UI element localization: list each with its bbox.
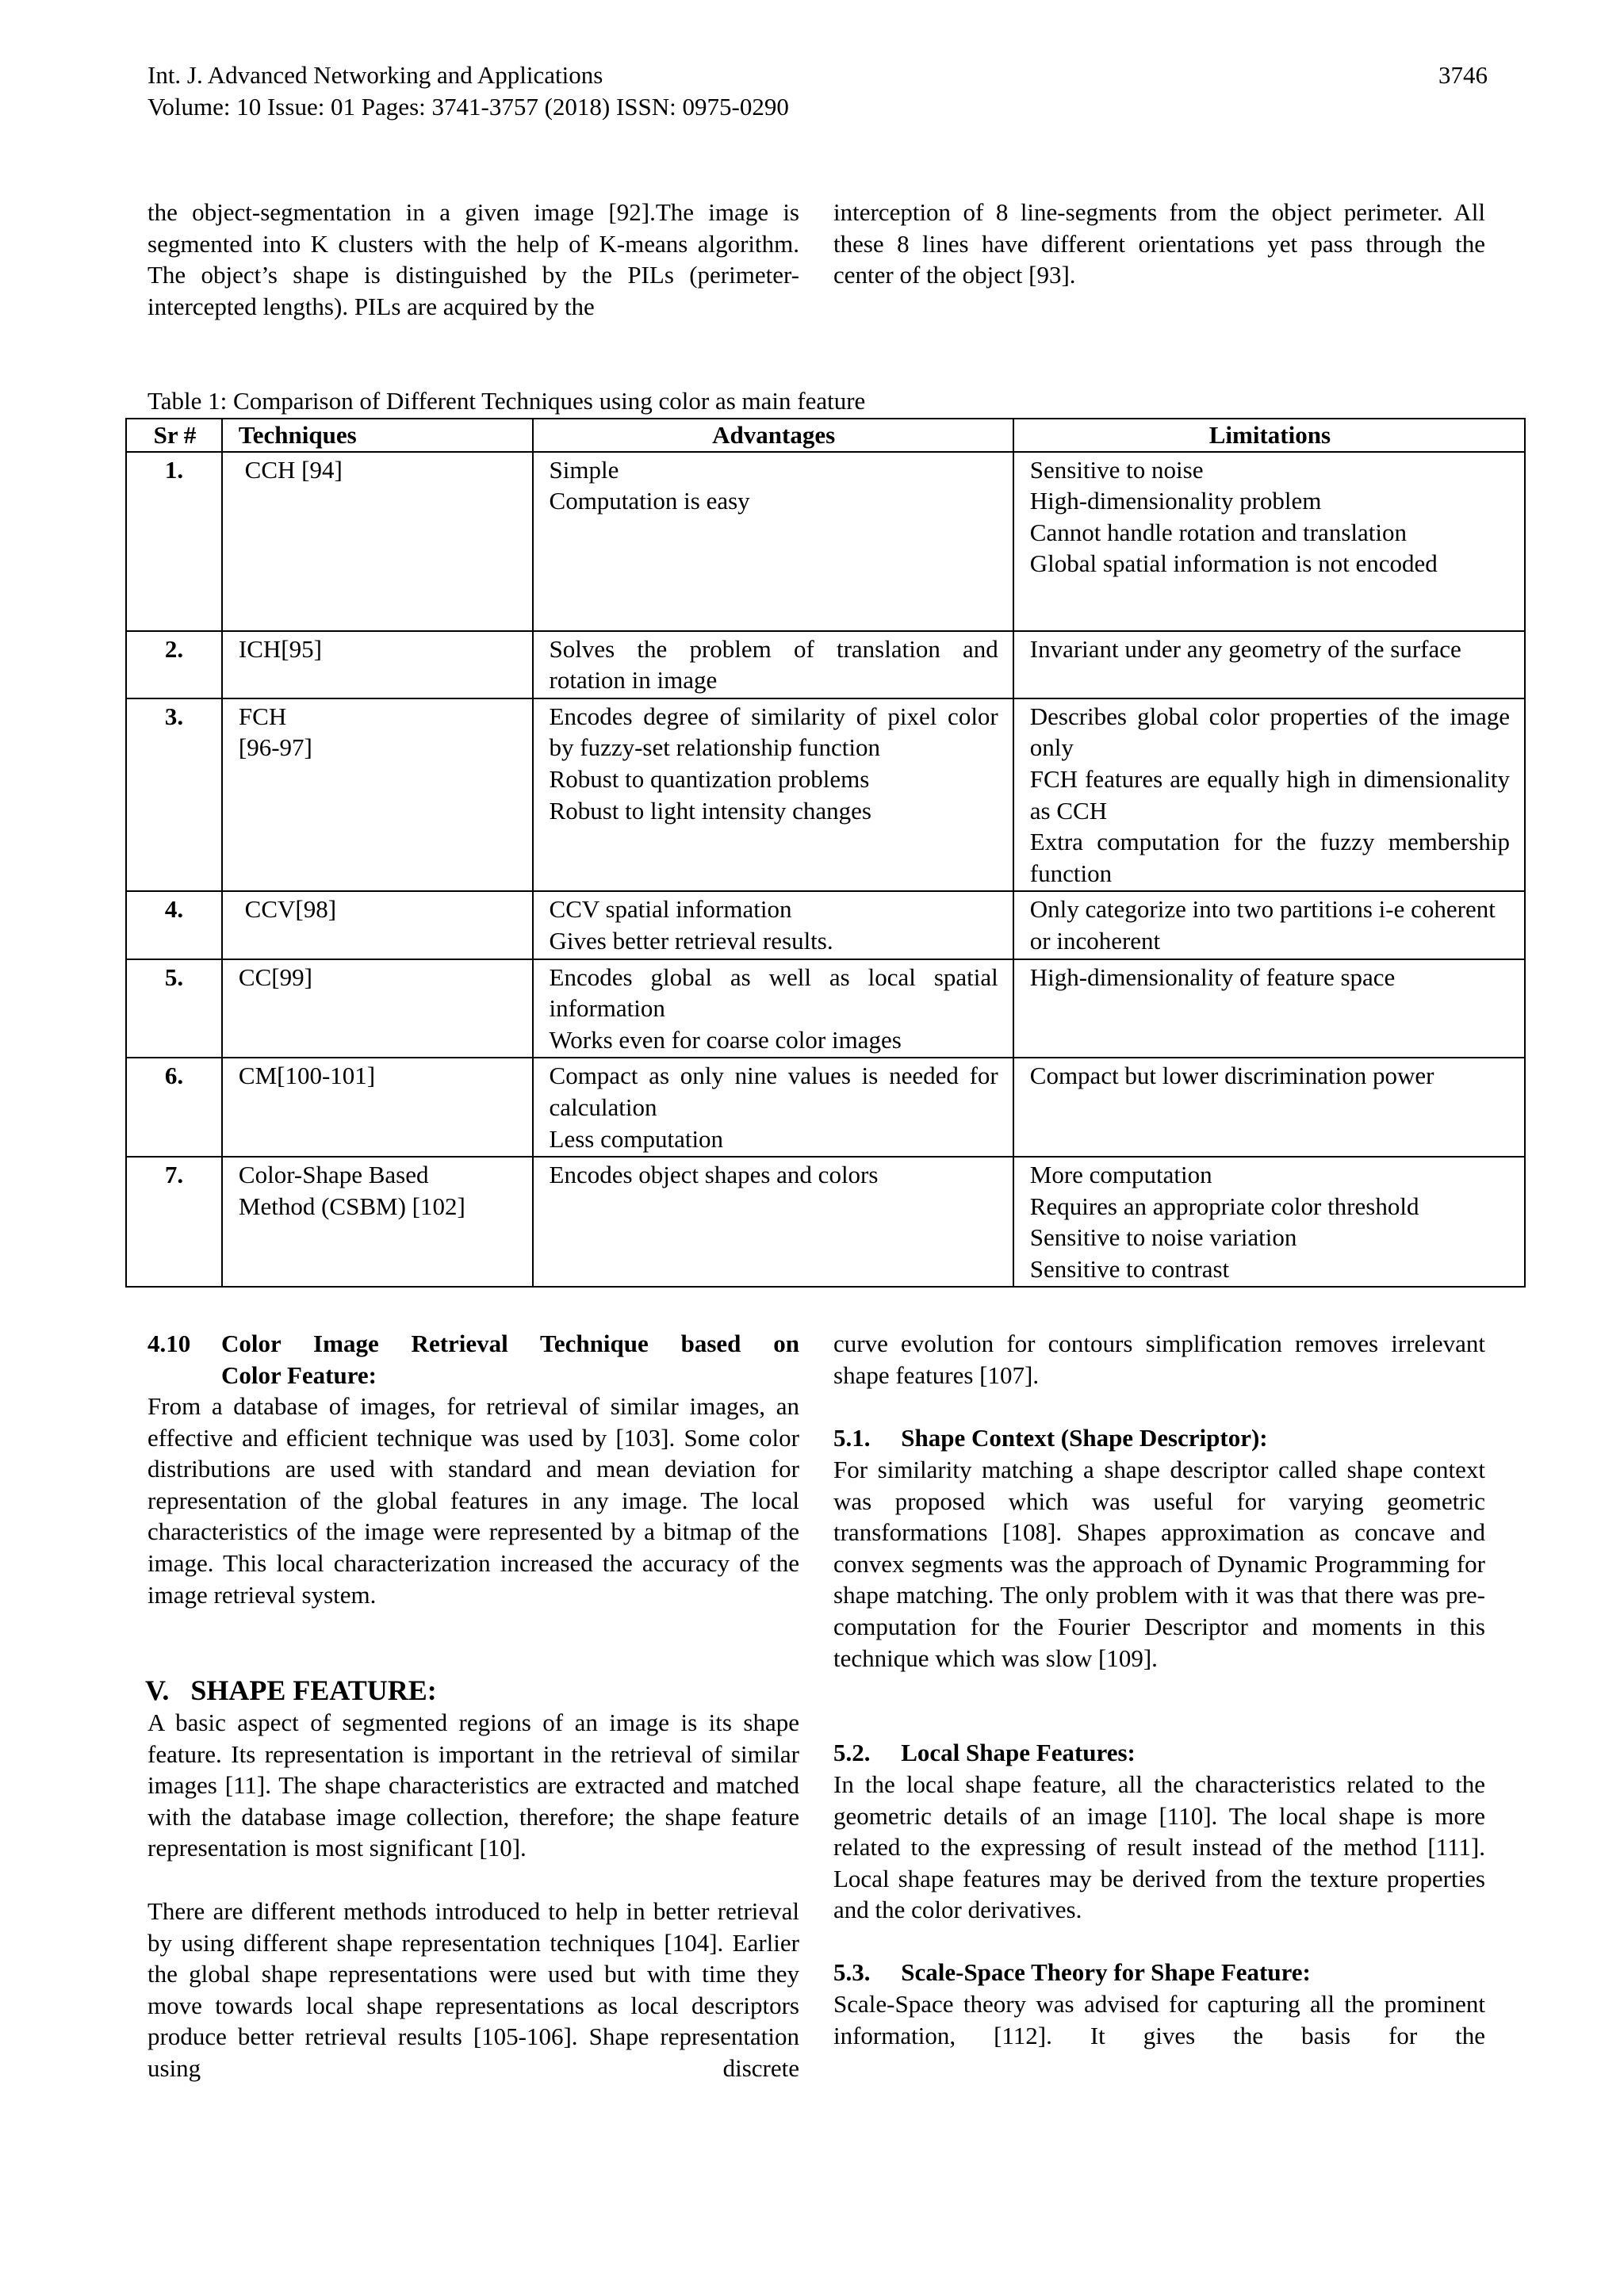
advantage-text: Gives better retrieval results. [549, 926, 833, 955]
advantages-cell [533, 1157, 1013, 1287]
advantage-text: Less computation [549, 1124, 724, 1153]
section-5-3-body: Scale-Space theory was advised for capturing all the prominent information, [112]. It gives the basis for the [833, 1990, 1485, 2049]
intro-right-paragraph: interception of 8 line-segments from the object perimeter. All these 8 lines have different orientations yet pass through the center of the object [93]. [833, 198, 1485, 289]
limitations-cell [1013, 452, 1525, 631]
row-number: 7. [126, 1157, 222, 1287]
advantage-text: Works even for coarse color images [549, 1025, 902, 1054]
limitation-text: Sensitive to noise [1029, 455, 1204, 484]
section-5-3-title: 5.3. Scale-Space Theory for Shape Feature: [833, 1958, 1311, 1986]
technique-cell [222, 631, 533, 698]
header-advantages: Advantages [533, 419, 1013, 452]
advantage-text: Robust to quantization problems [549, 764, 870, 793]
limitation-text: Requires an appropriate color threshold [1029, 1192, 1419, 1220]
limitations-cell [1013, 959, 1525, 1058]
table-row [126, 891, 1525, 959]
technique-cell [222, 1157, 533, 1287]
section-4-10-title-line1: Color Image Retrieval Technique based on [221, 1330, 799, 1357]
limitations-cell [1013, 1157, 1525, 1287]
table-row [126, 1157, 1525, 1287]
intro-left-paragraph: the object-segmentation in a given image [92].The image is segmented into K clusters with the help of K-means algorithm. The object’s shape is distinguished by the PILs (perimeter-intercepted lengths). PILs are acquired by the [147, 198, 799, 320]
section-5-1-title: 5.1. Shape Context (Shape Descriptor): [833, 1424, 1268, 1452]
row-number: 6. [126, 1058, 222, 1157]
advantage-text: Solves the problem of translation and rotation in image [549, 634, 998, 695]
limitation-text: FCH features are equally high in dimensionality as CCH [1029, 764, 1510, 825]
advantages-cell [533, 1058, 1013, 1157]
technique-text: FCH [238, 702, 287, 730]
advantages-cell [533, 452, 1013, 631]
limitation-text: Invariant under any geometry of the surface [1029, 634, 1461, 663]
row-number: 3. [126, 698, 222, 892]
section-v-paragraph-1: A basic aspect of segmented regions of an image is its shape feature. Its representation is important in the retrieval of similar images [11]. The shape characteristics are extracted and matched with the database image collection, therefore; the shape feature representation is most significant [10]. [147, 1709, 799, 1862]
limitations-cell [1013, 698, 1525, 892]
technique-text: CCH [94] [238, 455, 343, 484]
right-continuation-paragraph: curve evolution for contours simplification removes irrelevant shape features [107]. [833, 1330, 1485, 1389]
limitation-text: Global spatial information is not encoded [1029, 549, 1438, 578]
technique-text: CC[99] [238, 962, 312, 991]
advantages-cell [533, 959, 1013, 1058]
limitation-text: More computation [1029, 1161, 1212, 1189]
row-number: 2. [126, 631, 222, 698]
page-number: 3746 [1438, 61, 1488, 89]
advantage-text: Encodes object shapes and colors [549, 1161, 879, 1189]
table-row [126, 631, 1525, 698]
section-5-2-title: 5.2. Local Shape Features: [833, 1739, 1136, 1766]
technique-cell [222, 452, 533, 631]
section-4-10-title-line2: Color Feature: [221, 1361, 377, 1389]
technique-text: ICH[95] [238, 634, 322, 663]
limitation-text: High-dimensionality of feature space [1029, 962, 1396, 991]
limitation-text: High-dimensionality problem [1029, 487, 1322, 515]
technique-text: CCV[98] [238, 895, 337, 924]
table-row [126, 1058, 1525, 1157]
section-5-1-body: For similarity matching a shape descriptor called shape context was proposed which was useful for varying geometric transformations [108]. Shapes approximation as concave and convex segments was the approach of Dynamic Programming for shape matching. The only problem with it was that there was pre-computation for the Fourier Descriptor and moments in this technique which was slow [109]. [833, 1456, 1485, 1672]
row-number: 4. [126, 891, 222, 959]
row-number: 5. [126, 959, 222, 1058]
table-caption: Table 1: Comparison of Different Techniques using color as main feature [147, 387, 866, 415]
advantage-text: Computation is easy [549, 487, 750, 515]
header-limitations: Limitations [1013, 419, 1525, 452]
journal-name: Int. J. Advanced Networking and Applications [147, 61, 603, 89]
limitation-text: Only categorize into two partitions i-e coherent or incoherent [1029, 895, 1508, 955]
technique-cell [222, 698, 533, 892]
limitation-text: Cannot handle rotation and translation [1029, 518, 1407, 546]
limitations-cell [1013, 1058, 1525, 1157]
limitation-text: Compact but lower discrimination power [1029, 1062, 1434, 1090]
header-techniques: Techniques [222, 419, 533, 452]
advantages-cell [533, 698, 1013, 892]
technique-text: [96-97] [238, 733, 312, 762]
volume-info: Volume: 10 Issue: 01 Pages: 3741-3757 (2018) ISSN: 0975-0290 [147, 93, 789, 121]
advantage-text: Compact as only nine values is needed for calculation [549, 1062, 998, 1121]
technique-text: Method (CSBM) [102] [238, 1192, 465, 1220]
limitation-text: Describes global color properties of the image only [1029, 702, 1510, 762]
section-4-10-body: From a database of images, for retrieval of similar images, an effective and efficient technique was used by [103]. Some color distributions are used with standard and mean deviation for representation of the global features in any image. The local characteristics of the image were represented by a bitmap of the image. This local characterization increased the accuracy of the image retrieval system. [147, 1392, 799, 1609]
technique-cell [222, 891, 533, 959]
table-row [126, 959, 1525, 1058]
advantage-text: Robust to light intensity changes [549, 796, 871, 825]
row-number: 1. [126, 452, 222, 631]
section-v-paragraph-2: There are different methods introduced to help in better retrieval by using different shape representation techniques [104]. Earlier the global shape representations were used but with time they move towards local shape representations as local descriptors produce better retrieval results [105-106]. Shape representation using discrete [147, 1897, 799, 2082]
section-4-10-number: 4.10 [147, 1330, 191, 1357]
advantage-text: Encodes degree of similarity of pixel color by fuzzy-set relationship function [549, 702, 998, 762]
table-header-row [126, 419, 1525, 452]
table-row [126, 452, 1525, 631]
header-sr: Sr # [126, 419, 222, 452]
advantages-cell [533, 891, 1013, 959]
limitation-text: Sensitive to noise variation [1029, 1223, 1297, 1252]
section-v-title: V. SHAPE FEATURE: [145, 1674, 437, 1706]
advantages-cell [533, 631, 1013, 698]
advantage-text: Encodes global as well as local spatial information [549, 962, 998, 1023]
technique-text: Color-Shape Based [238, 1161, 429, 1189]
technique-cell [222, 1058, 533, 1157]
comparison-table [125, 418, 1526, 1288]
limitation-text: Sensitive to contrast [1029, 1254, 1230, 1283]
table-row [126, 698, 1525, 892]
limitations-cell [1013, 631, 1525, 698]
section-5-2-body: In the local shape feature, all the characteristics related to the geometric details of an image [110]. The local shape is more related to the expressing of result instead of the method [111]. Local shape features may be derived from the texture properties and the color derivatives. [833, 1770, 1485, 1924]
technique-text: CM[100-101] [238, 1062, 376, 1090]
limitation-text: Extra computation for the fuzzy membership function [1029, 828, 1510, 887]
limitations-cell [1013, 891, 1525, 959]
advantage-text: Simple [549, 455, 619, 484]
advantage-text: CCV spatial information [549, 895, 792, 924]
technique-cell [222, 959, 533, 1058]
